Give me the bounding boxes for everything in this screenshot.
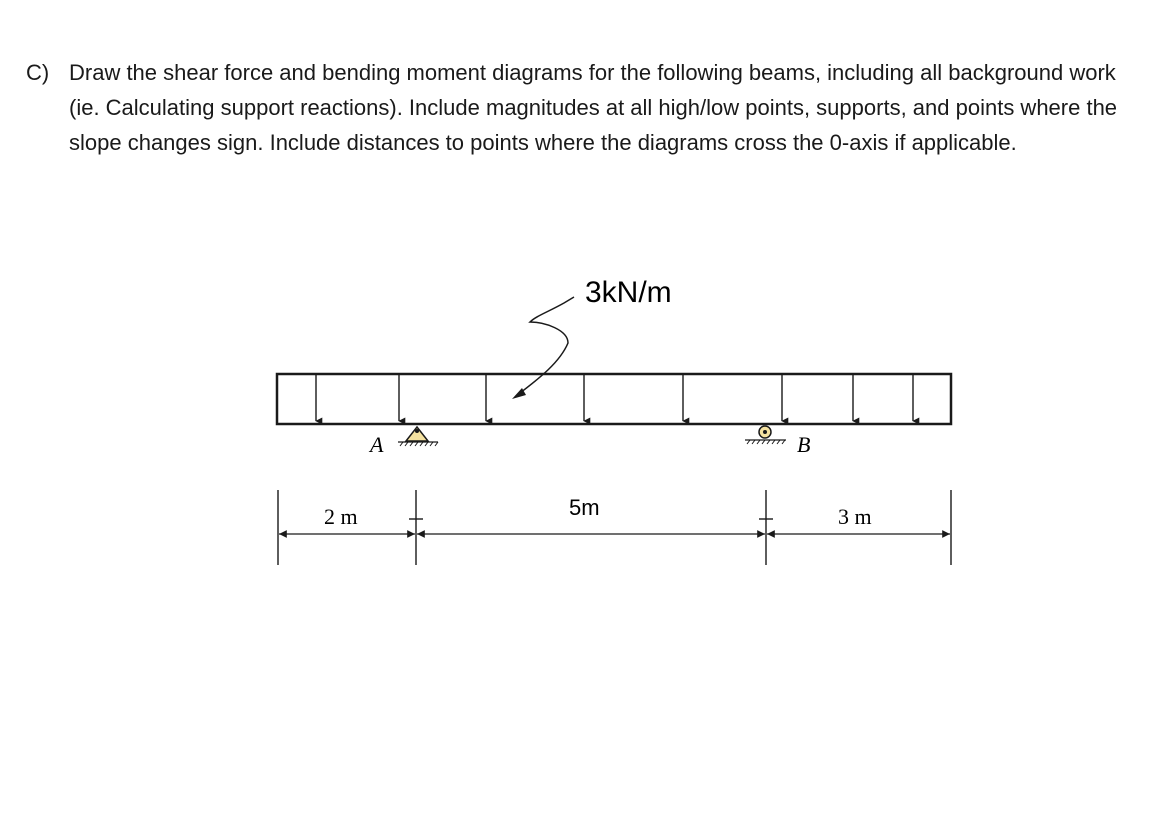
dim-left-label: 2 m [324, 504, 358, 529]
load-arrows [316, 374, 913, 421]
support-b-roller [745, 426, 786, 444]
support-a-label: A [370, 432, 384, 457]
support-b-label: B [797, 432, 811, 457]
question-label: C) [26, 60, 50, 85]
question-text: Draw the shear force and bending moment diagrams for the following beams, including all background work (ie. Calculating support reactions). Include magnitudes at all high/low points, supports, and points where the slope changes sign. Include distances to points where the diagrams cross the 0-axis if applicable. [69, 60, 1118, 155]
support-a-pin [398, 427, 438, 446]
distributed-load-block [277, 374, 951, 424]
load-pointer-line [516, 297, 574, 396]
dim-mid-label: 5m [569, 495, 600, 520]
dim-right-label: 3 m [838, 504, 872, 529]
load-label: 3kN/m [585, 276, 672, 309]
roller-center-icon [763, 430, 767, 434]
pin-center-icon [415, 429, 419, 433]
